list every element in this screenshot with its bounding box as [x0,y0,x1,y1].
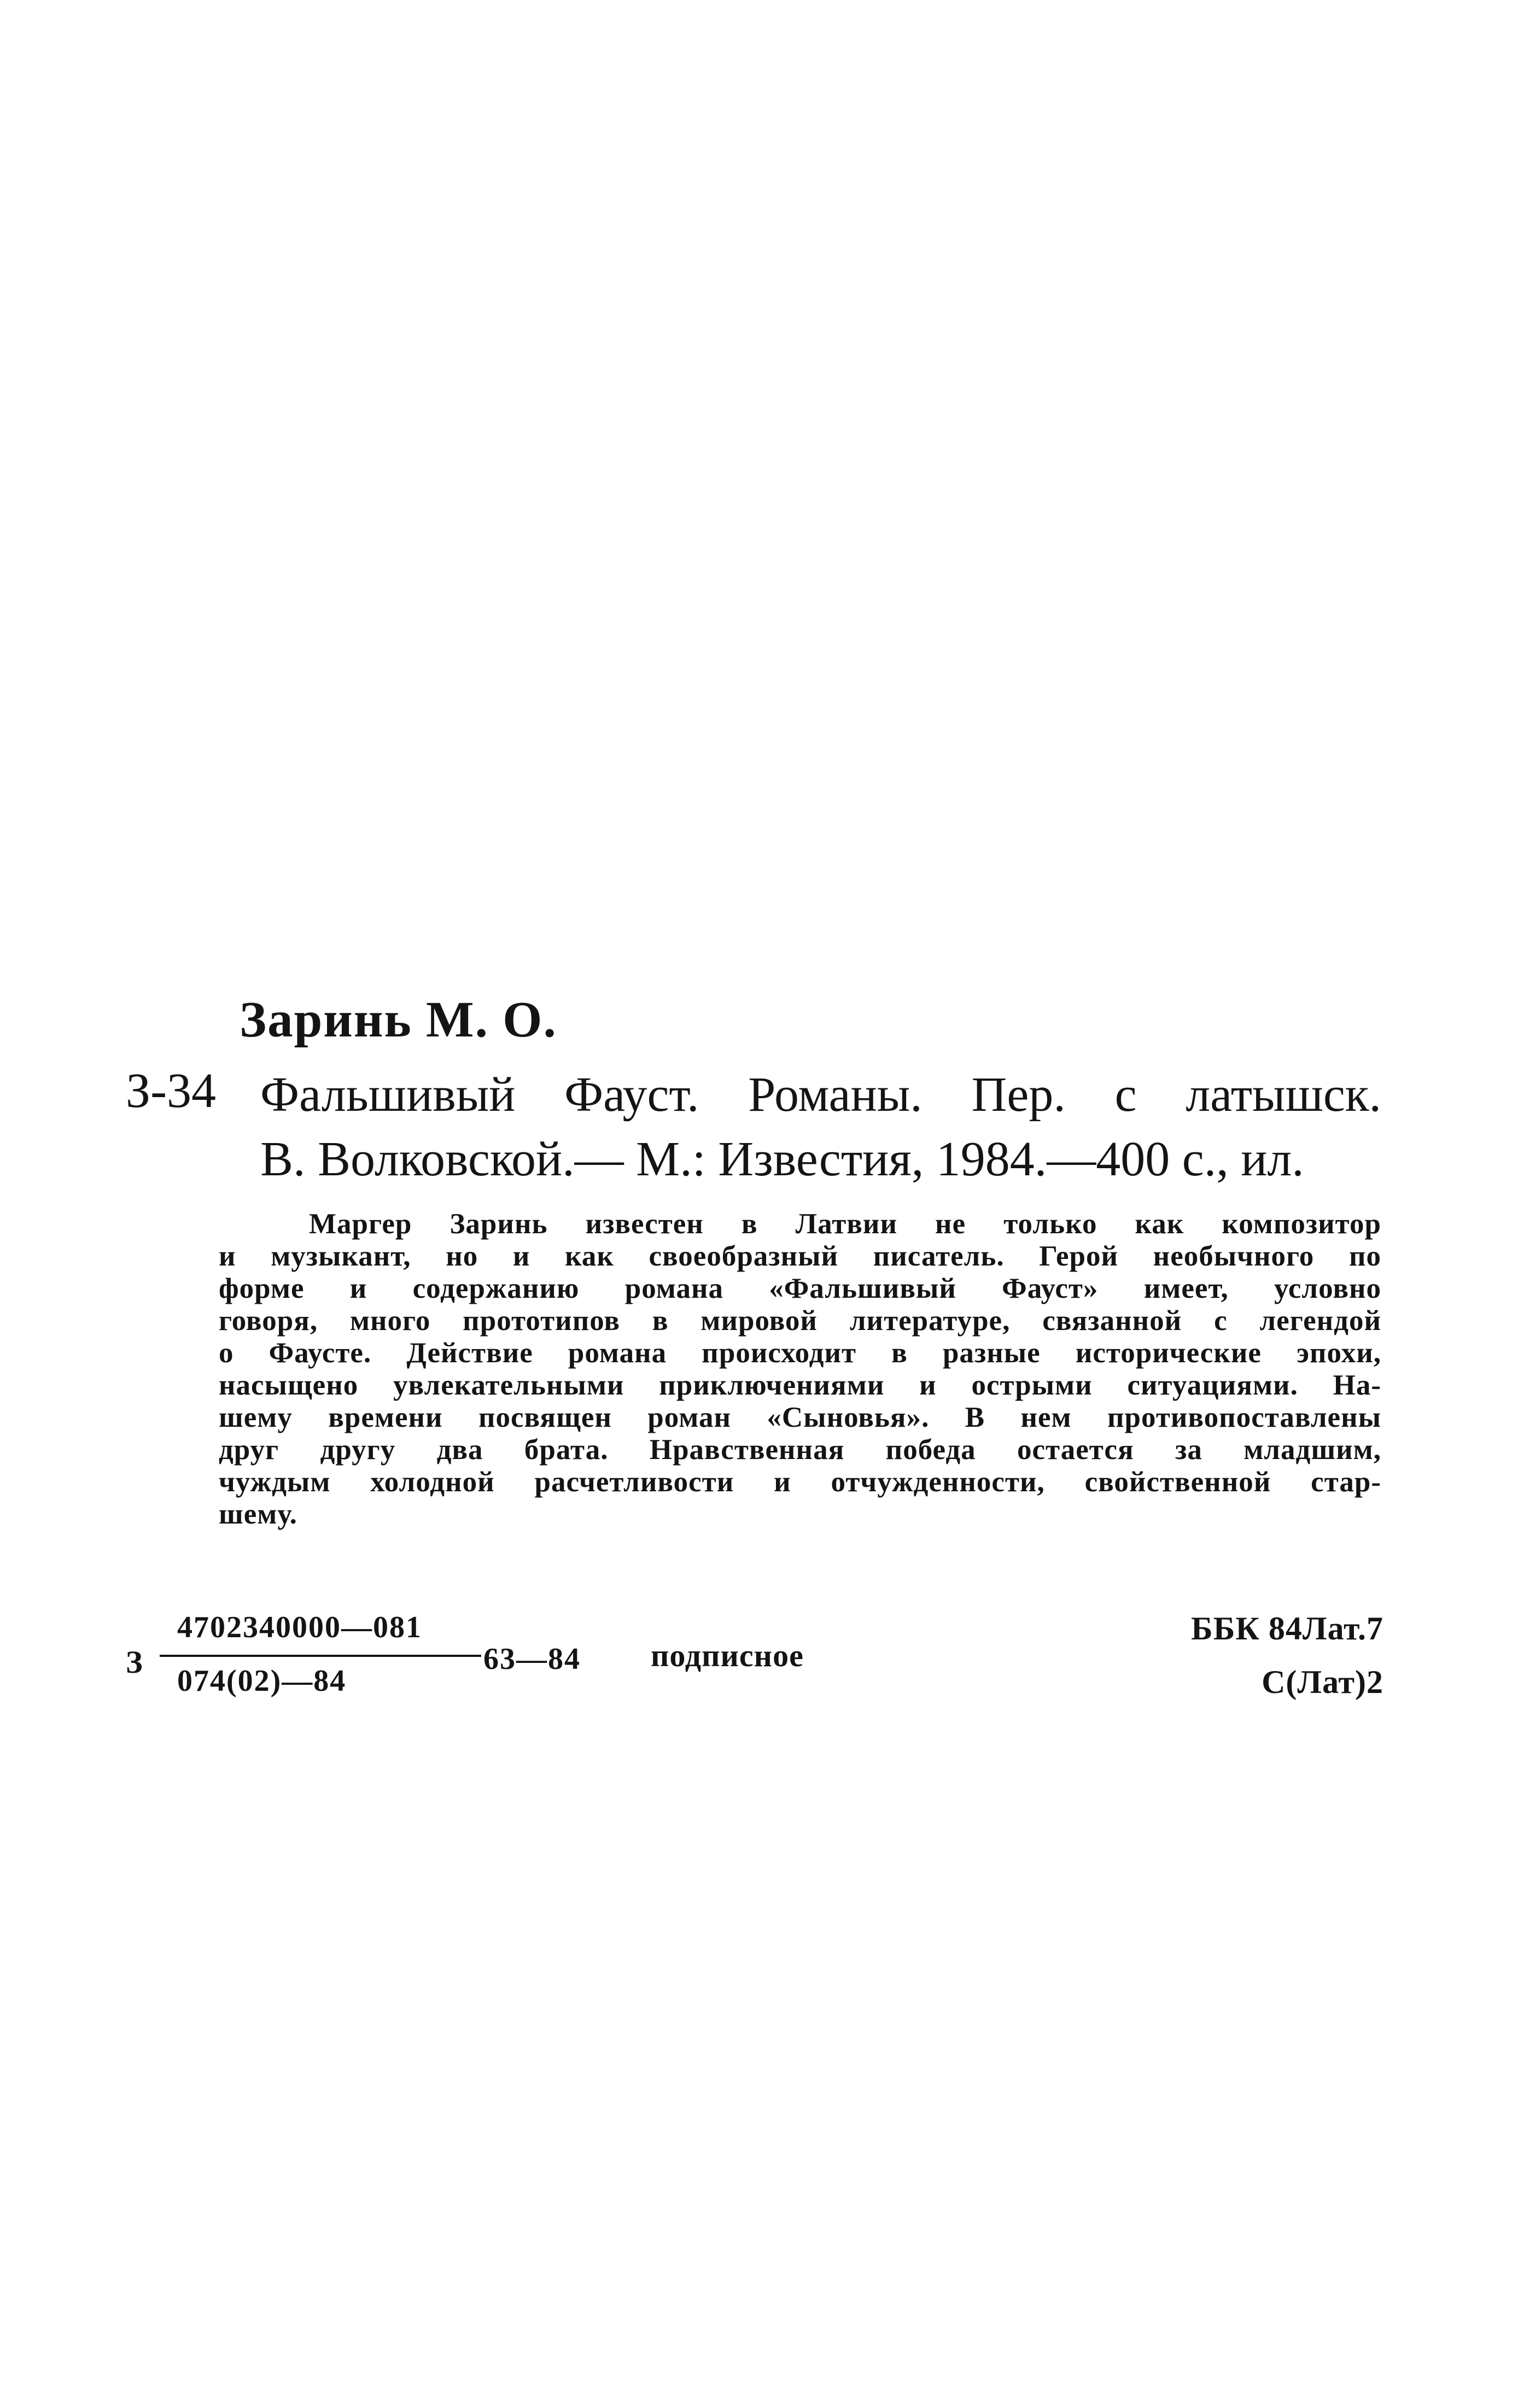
subscription-label: подписное [651,1638,804,1673]
imprint-letter: З [126,1644,143,1680]
imprint-block [126,1610,1383,1719]
title-line: Фальшивый Фауст. Романы. Пер. с латышск. [260,1068,1381,1122]
title-line: В. Волковской.— М.: Известия, 1984.—400 с., ил. [260,1132,1304,1186]
annotation-line: и музыкант, но и как своеобразный писатель. Герой необычного по [219,1240,1381,1272]
annotation-line: друг другу два брата. Нравственная победа остается за младшим, [219,1434,1381,1466]
imprint-number: 63—84 [481,1642,583,1677]
annotation-line: Маргер Заринь известен в Латвии не только как композитор [309,1208,1381,1240]
index-code: З-34 [126,1064,217,1118]
imprint-denominator: 074(02)—84 [177,1664,347,1698]
annotation-line: говоря, много прототипов в мировой литературе, связанной с легендой [219,1305,1381,1337]
annotation-line: о Фаусте. Действие романа происходит в разные исторические эпохи, [219,1337,1381,1369]
annotation [219,1208,1381,1531]
bbk-author-mark: С(Лат)2 [1262,1664,1383,1700]
annotation-line: шему времени посвящен роман «Сыновья». В нем противопоставлены [219,1402,1381,1433]
fraction-rule [160,1655,507,1657]
bbk-code: ББК 84Лат.7 [1191,1610,1383,1647]
annotation-line: чуждым холодной расчетливости и отчужденности, свойственной стар- [219,1466,1381,1498]
author-name: Заринь М. О. [240,992,557,1048]
imprint-numerator: 4702340000—081 [177,1610,422,1644]
annotation-line: форме и содержанию романа «Фальшивый Фауст» имеет, условно [219,1273,1381,1304]
annotation-line: насыщено увлекательными приключениями и острыми ситуациями. На- [219,1369,1381,1401]
bibliographic-title [260,1063,1381,1192]
annotation-line: шему. [219,1498,297,1530]
